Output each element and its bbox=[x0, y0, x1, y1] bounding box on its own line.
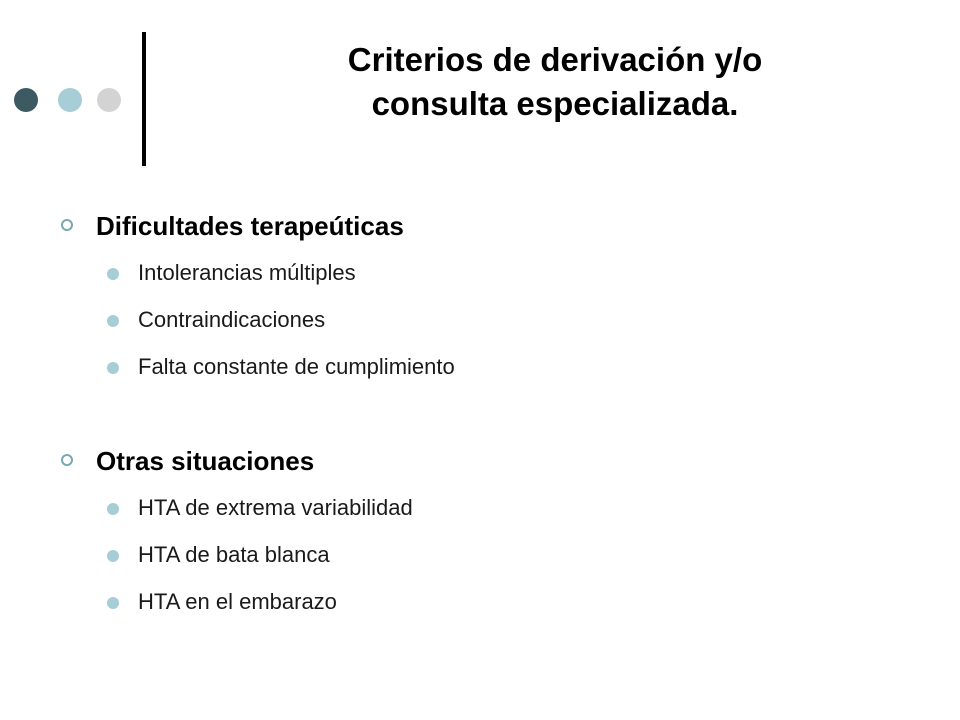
dot-bullet-icon bbox=[107, 362, 119, 374]
dot-bullet-icon bbox=[107, 315, 119, 327]
list-item-label: HTA en el embarazo bbox=[138, 589, 337, 614]
bullet-list bbox=[0, 246, 960, 390]
ring-bullet-icon bbox=[61, 219, 73, 231]
slide-title-line-1: Criterios de derivación y/o bbox=[347, 41, 763, 78]
list-item bbox=[0, 293, 960, 340]
ring-bullet-icon bbox=[61, 454, 73, 466]
list-item-label: Falta constante de cumplimiento bbox=[138, 354, 455, 379]
list-item bbox=[0, 246, 960, 293]
bullet-list bbox=[0, 481, 960, 622]
section-heading bbox=[0, 206, 960, 246]
list-item bbox=[0, 575, 960, 622]
dot-bullet-icon bbox=[107, 550, 119, 562]
list-item bbox=[0, 481, 960, 528]
slide-title-line-2: consulta especializada. bbox=[371, 85, 739, 122]
title-divider bbox=[142, 32, 146, 166]
list-item-label: Intolerancias múltiples bbox=[138, 260, 356, 285]
dot-bullet-icon bbox=[107, 268, 119, 280]
section-heading-label: Dificultades terapeúticas bbox=[96, 211, 404, 241]
section-otras-situaciones bbox=[0, 441, 960, 622]
section-heading bbox=[0, 441, 960, 481]
decorative-dot-dark bbox=[14, 88, 38, 112]
dot-bullet-icon bbox=[107, 597, 119, 609]
list-item-label: Contraindicaciones bbox=[138, 307, 326, 332]
list-item bbox=[0, 340, 960, 390]
decorative-dot-teal bbox=[58, 88, 82, 112]
dot-bullet-icon bbox=[107, 503, 119, 515]
list-item-label: HTA de bata blanca bbox=[138, 542, 330, 567]
list-item bbox=[0, 528, 960, 575]
section-heading-label: Otras situaciones bbox=[96, 446, 315, 476]
section-dificultades-terapeuticas bbox=[0, 206, 960, 390]
decorative-dot-gray bbox=[97, 88, 121, 112]
list-item-label: HTA de extrema variabilidad bbox=[138, 495, 413, 520]
slide-title bbox=[170, 38, 940, 126]
